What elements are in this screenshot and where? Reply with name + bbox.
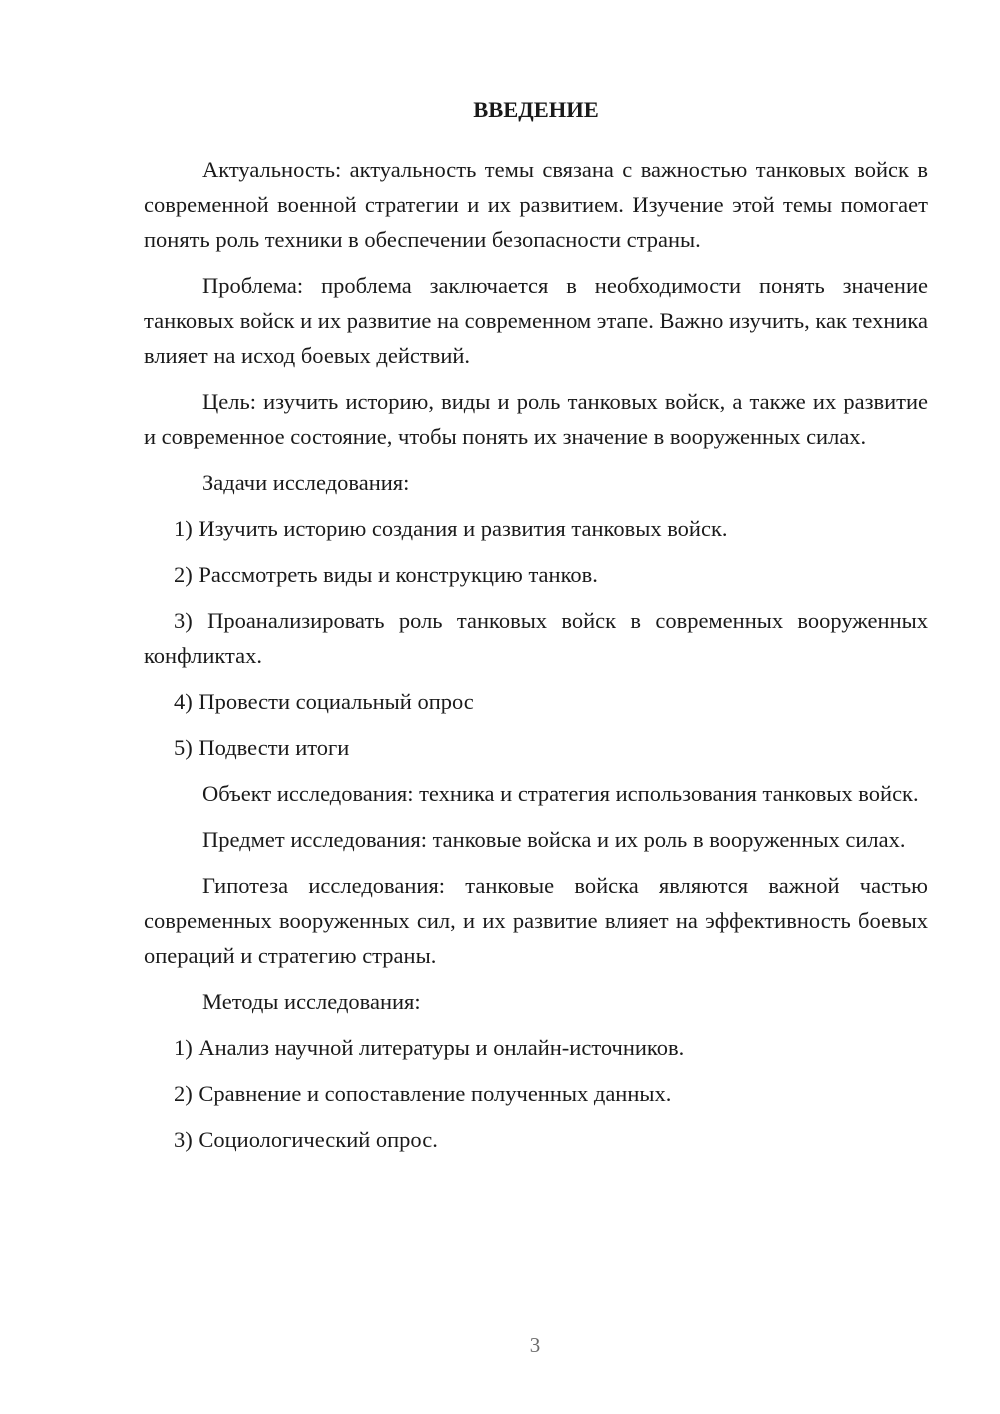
page-title: ВВЕДЕНИЕ: [473, 97, 599, 122]
task-item-1: 1) Изучить историю создания и развития танковых войск.: [174, 516, 728, 541]
method-item-2: 2) Сравнение и сопоставление полученных данных.: [174, 1081, 672, 1106]
task-item-5: 5) Подвести итоги: [174, 735, 350, 760]
paragraph-problem: Проблема: проблема заключается в необходимости понять значение танковых войск и их развитие на современном этапе. Важно изучить, как техника влияет на исход боевых действий.: [144, 273, 928, 368]
paragraph-methods-heading: Методы исследования:: [202, 989, 421, 1014]
paragraph-object: Объект исследования: техника и стратегия использования танковых войск.: [202, 781, 919, 806]
method-item-3: 3) Социологический опрос.: [174, 1127, 438, 1152]
paragraph-goal: Цель: изучить историю, виды и роль танковых войск, а также их развитие и современное состояние, чтобы понять их значение в вооруженных силах.: [144, 389, 928, 449]
document-page: [144, 90, 928, 1168]
task-item-2: 2) Рассмотреть виды и конструкцию танков.: [174, 562, 598, 587]
task-item-3: 3) Проанализировать роль танковых войск в современных вооруженных конфликтах.: [144, 608, 928, 668]
page-number: 3: [529, 1333, 541, 1357]
paragraph-hypothesis: Гипотеза исследования: танковые войска являются важной частью современных вооруженных сил, и их развитие влияет на эффективность боевых операций и стратегию страны.: [144, 873, 928, 968]
paragraph-tasks-heading: Задачи исследования:: [202, 470, 410, 495]
paragraph-subject: Предмет исследования: танковые войска и их роль в вооруженных силах.: [202, 827, 906, 852]
task-item-4: 4) Провести социальный опрос: [174, 689, 474, 714]
paragraph-relevance: Актуальность: актуальность темы связана с важностью танковых войск в современной военной стратегии и их развитием. Изучение этой темы помогает понять роль техники в обеспечении безопасности страны.: [144, 157, 928, 252]
method-item-1: 1) Анализ научной литературы и онлайн-источников.: [174, 1035, 685, 1060]
